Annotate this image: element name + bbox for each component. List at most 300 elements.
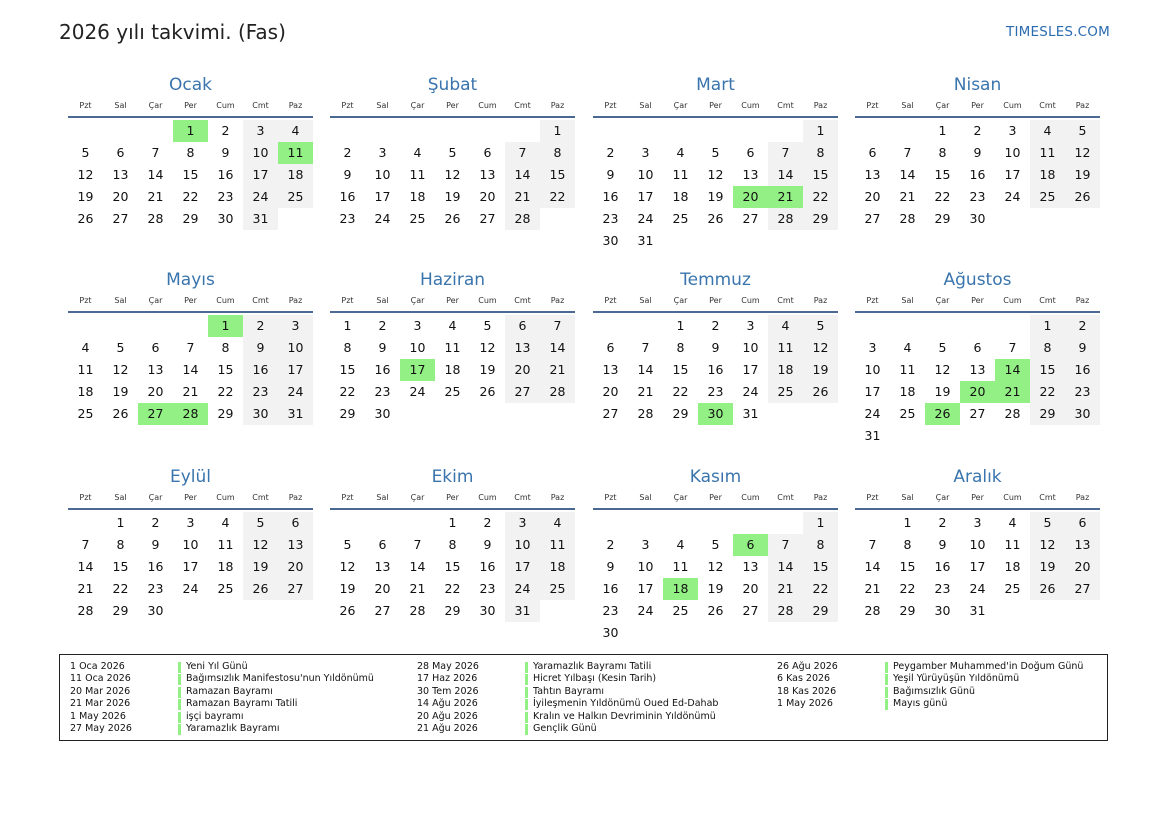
day-cell: 10 (409, 340, 426, 355)
day-cell: 18 (217, 559, 234, 574)
day-cell: 22 (540, 186, 575, 208)
day-cell: 30 (479, 603, 496, 618)
legend-date: 17 Haz 2026 (417, 673, 478, 685)
day-cell: 22 (112, 581, 129, 596)
day-cell: 7 (1008, 340, 1017, 355)
day-cell: 22 (672, 384, 689, 399)
day-cell: 4 (768, 315, 803, 337)
day-cell: 8 (676, 340, 685, 355)
weekday-label: Cmt (514, 101, 531, 110)
day-cell: 26 (77, 211, 94, 226)
day-cell: 6 (378, 537, 387, 552)
day-cell: 26 (112, 406, 129, 421)
day-cell: 9 (343, 167, 352, 182)
legend-item (417, 698, 747, 710)
day-cell: 2 (343, 145, 352, 160)
day-cell: 3 (186, 515, 195, 530)
day-cell: 3 (505, 512, 540, 534)
day-cell: 8 (803, 534, 838, 556)
legend-holiday-name: Yaramazlık Bayramı (186, 722, 280, 734)
day-empty (855, 120, 890, 142)
day-empty (365, 120, 400, 142)
day-cell-holiday: 26 (925, 403, 960, 425)
day-cell: 12 (707, 559, 724, 574)
day-cell: 12 (707, 167, 724, 182)
day-cell: 4 (676, 145, 685, 160)
day-cell: 25 (444, 384, 461, 399)
day-cell: 19 (803, 359, 838, 381)
day-cell: 17 (182, 559, 199, 574)
day-empty (733, 512, 768, 534)
weekday-label: Per (971, 101, 984, 110)
day-cell: 21 (637, 384, 654, 399)
legend-color-bar (885, 674, 888, 685)
weekday-label: Cum (216, 493, 235, 502)
day-cell: 29 (934, 211, 951, 226)
day-cell: 16 (934, 559, 951, 574)
day-cell: 16 (147, 559, 164, 574)
weekday-label: Cmt (252, 296, 269, 305)
day-cell: 27 (505, 381, 540, 403)
day-cell: 19 (444, 189, 461, 204)
weekday-label: Çar (673, 101, 688, 110)
legend-color-bar (178, 687, 181, 698)
day-cell: 16 (1065, 359, 1100, 381)
day-cell-holiday: 1 (208, 315, 243, 337)
day-cell: 25 (672, 211, 689, 226)
day-cell: 4 (81, 340, 90, 355)
day-cell: 28 (409, 603, 426, 618)
day-cell: 4 (903, 340, 912, 355)
day-cell: 28 (637, 406, 654, 421)
weekday-label: Cmt (514, 296, 531, 305)
legend-item (417, 723, 747, 735)
day-cell: 19 (77, 189, 94, 204)
day-cell: 22 (217, 384, 234, 399)
day-cell: 7 (151, 145, 160, 160)
day-grid (330, 512, 575, 622)
legend-color-bar (885, 687, 888, 698)
day-cell: 29 (899, 603, 916, 618)
weekday-label: Paz (813, 101, 828, 110)
legend-holiday-name: Peygamber Muhammed'in Doğum Günü (893, 661, 1084, 672)
day-cell: 14 (505, 164, 540, 186)
day-cell: 23 (243, 381, 278, 403)
legend-item (417, 711, 747, 723)
day-cell: 26 (1030, 578, 1065, 600)
day-cell: 24 (374, 211, 391, 226)
day-cell: 27 (864, 211, 881, 226)
day-cell: 6 (151, 340, 160, 355)
legend-holiday-name: Yeşil Yürüyüşün Yıldönümü (893, 673, 1020, 685)
site-link[interactable]: TIMESLES.COM (1006, 24, 1110, 40)
day-cell: 7 (505, 142, 540, 164)
weekday-label: Paz (288, 101, 303, 110)
legend-date: 1 May 2026 (70, 710, 126, 722)
legend-holiday-name: Kralın ve Halkın Devriminin Yıldönümü (533, 710, 716, 722)
day-cell: 2 (711, 318, 720, 333)
day-cell: 4 (540, 512, 575, 534)
day-cell: 5 (711, 145, 720, 160)
day-cell: 24 (182, 581, 199, 596)
day-cell: 30 (602, 233, 619, 248)
weekday-header (68, 96, 313, 118)
day-cell: 10 (505, 534, 540, 556)
day-cell: 24 (278, 381, 313, 403)
day-cell: 21 (505, 186, 540, 208)
day-cell-holiday: 11 (278, 142, 313, 164)
day-cell: 13 (969, 362, 986, 377)
day-cell: 17 (374, 189, 391, 204)
day-cell: 13 (479, 167, 496, 182)
month-name: Şubat (427, 75, 478, 95)
legend-date: 1 May 2026 (777, 698, 833, 710)
day-cell: 1 (676, 318, 685, 333)
month-6 (330, 269, 575, 425)
day-cell: 4 (413, 145, 422, 160)
day-grid (855, 120, 1100, 230)
legend-item (70, 673, 400, 685)
legend-column (777, 661, 1107, 711)
day-empty (435, 120, 470, 142)
day-cell: 22 (803, 186, 838, 208)
day-cell: 13 (374, 559, 391, 574)
day-cell: 28 (1004, 406, 1021, 421)
holiday-legend (59, 654, 1108, 741)
day-cell: 23 (374, 384, 391, 399)
weekday-header (593, 488, 838, 510)
day-cell: 19 (112, 384, 129, 399)
day-cell-holiday: 20 (733, 186, 768, 208)
day-cell: 1 (1030, 315, 1065, 337)
month-name: Aralık (953, 467, 1002, 487)
legend-date: 11 Oca 2026 (70, 673, 131, 685)
day-cell: 17 (278, 359, 313, 381)
day-cell: 7 (641, 340, 650, 355)
day-empty (593, 120, 628, 142)
day-cell: 30 (147, 603, 164, 618)
day-cell: 16 (479, 559, 496, 574)
day-cell: 13 (147, 362, 164, 377)
day-cell: 29 (217, 406, 234, 421)
day-cell: 25 (77, 406, 94, 421)
day-cell: 24 (243, 186, 278, 208)
legend-item (777, 673, 1107, 685)
day-cell: 10 (969, 537, 986, 552)
day-grid (330, 315, 575, 425)
day-cell: 25 (540, 578, 575, 600)
day-cell: 1 (803, 512, 838, 534)
day-cell: 21 (899, 189, 916, 204)
day-cell: 16 (217, 167, 234, 182)
weekday-label: Çar (410, 101, 425, 110)
day-cell: 6 (606, 340, 615, 355)
day-cell: 12 (1065, 142, 1100, 164)
day-cell: 12 (112, 362, 129, 377)
legend-date: 6 Kas 2026 (777, 673, 831, 685)
weekday-label: Cmt (514, 493, 531, 502)
weekday-label: Per (446, 296, 459, 305)
legend-color-bar (525, 699, 528, 710)
day-cell: 1 (540, 120, 575, 142)
day-cell: 12 (339, 559, 356, 574)
day-cell: 31 (278, 403, 313, 425)
day-cell: 11 (1004, 537, 1021, 552)
page-title: 2026 yılı takvimi. (Fas) (59, 20, 286, 44)
day-cell: 9 (606, 167, 615, 182)
day-cell: 5 (81, 145, 90, 160)
day-grid (593, 315, 838, 425)
legend-column (70, 661, 400, 735)
day-cell: 16 (243, 359, 278, 381)
weekday-label: Sal (901, 101, 914, 110)
day-empty (960, 315, 995, 337)
day-cell: 26 (707, 211, 724, 226)
day-cell: 11 (768, 337, 803, 359)
weekday-label: Pzt (341, 101, 354, 110)
day-cell: 15 (540, 164, 575, 186)
month-5 (68, 269, 313, 425)
day-cell: 2 (483, 515, 492, 530)
day-cell: 6 (505, 315, 540, 337)
day-cell: 3 (243, 120, 278, 142)
day-cell: 23 (339, 211, 356, 226)
weekday-label: Çar (935, 493, 950, 502)
day-cell: 11 (409, 167, 426, 182)
day-empty (68, 120, 103, 142)
day-cell: 22 (1030, 381, 1065, 403)
day-cell: 24 (637, 603, 654, 618)
weekday-label: Per (709, 101, 722, 110)
day-cell: 18 (1030, 164, 1065, 186)
weekday-label: Paz (1075, 493, 1090, 502)
day-cell: 3 (641, 145, 650, 160)
day-cell: 15 (1030, 359, 1065, 381)
day-grid (68, 120, 313, 230)
day-cell: 14 (864, 559, 881, 574)
day-cell: 19 (934, 384, 951, 399)
day-cell: 14 (182, 362, 199, 377)
day-cell: 28 (864, 603, 881, 618)
day-cell: 27 (602, 406, 619, 421)
weekday-label: Paz (813, 493, 828, 502)
day-cell: 16 (707, 362, 724, 377)
weekday-label: Sal (114, 493, 127, 502)
day-cell: 18 (1004, 559, 1021, 574)
month-12 (855, 466, 1100, 622)
weekday-header (330, 291, 575, 313)
day-cell: 20 (147, 384, 164, 399)
weekday-label: Pzt (79, 296, 92, 305)
legend-color-bar (178, 699, 181, 710)
day-empty (663, 512, 698, 534)
day-cell: 20 (602, 384, 619, 399)
day-cell: 19 (707, 189, 724, 204)
day-cell: 6 (483, 145, 492, 160)
day-cell: 17 (637, 189, 654, 204)
day-cell: 29 (112, 603, 129, 618)
legend-holiday-name: Gençlik Günü (533, 722, 597, 734)
weekday-label: Pzt (866, 296, 879, 305)
weekday-label: Pzt (866, 101, 879, 110)
day-cell: 26 (803, 381, 838, 403)
legend-date: 26 Ağu 2026 (777, 661, 838, 672)
month-name: Eylül (169, 467, 212, 487)
day-grid (855, 315, 1100, 447)
day-cell: 28 (77, 603, 94, 618)
day-cell: 24 (409, 384, 426, 399)
day-cell: 3 (868, 340, 877, 355)
weekday-label: Per (184, 493, 197, 502)
day-cell: 8 (343, 340, 352, 355)
weekday-header (855, 96, 1100, 118)
day-cell: 15 (339, 362, 356, 377)
weekday-label: Pzt (341, 493, 354, 502)
weekday-label: Sal (376, 101, 389, 110)
day-cell: 23 (707, 384, 724, 399)
weekday-label: Pzt (79, 101, 92, 110)
day-empty (400, 512, 435, 534)
day-cell: 7 (768, 534, 803, 556)
day-cell: 20 (505, 359, 540, 381)
day-cell: 7 (186, 340, 195, 355)
day-cell: 26 (339, 603, 356, 618)
day-cell: 12 (803, 337, 838, 359)
day-cell: 8 (116, 537, 125, 552)
day-cell: 27 (742, 211, 759, 226)
weekday-header (68, 291, 313, 313)
weekday-label: Paz (550, 101, 565, 110)
day-cell: 16 (602, 581, 619, 596)
weekday-label: Sal (639, 296, 652, 305)
day-cell: 21 (864, 581, 881, 596)
day-cell: 13 (278, 534, 313, 556)
legend-item (777, 686, 1107, 698)
weekday-label: Cum (741, 296, 760, 305)
day-cell: 19 (707, 581, 724, 596)
weekday-label: Per (184, 296, 197, 305)
legend-color-bar (178, 662, 181, 673)
weekday-label: Cmt (777, 296, 794, 305)
day-empty (698, 120, 733, 142)
day-cell: 1 (343, 318, 352, 333)
weekday-header (330, 488, 575, 510)
day-cell: 25 (899, 406, 916, 421)
month-7 (593, 269, 838, 425)
day-empty (628, 315, 663, 337)
weekday-label: Paz (288, 493, 303, 502)
day-empty (330, 120, 365, 142)
weekday-label: Per (709, 296, 722, 305)
weekday-label: Sal (901, 493, 914, 502)
day-cell: 25 (768, 381, 803, 403)
day-cell: 3 (1008, 123, 1017, 138)
legend-item (70, 698, 400, 710)
day-cell: 29 (803, 600, 838, 622)
weekday-label: Sal (114, 101, 127, 110)
day-cell: 6 (116, 145, 125, 160)
day-cell: 7 (540, 315, 575, 337)
day-empty (505, 120, 540, 142)
legend-color-bar (885, 699, 888, 710)
day-cell: 21 (182, 384, 199, 399)
day-cell: 26 (479, 384, 496, 399)
day-cell: 13 (112, 167, 129, 182)
day-cell: 27 (374, 603, 391, 618)
day-cell: 5 (483, 318, 492, 333)
day-cell: 9 (243, 337, 278, 359)
day-cell: 12 (479, 340, 496, 355)
day-cell: 11 (444, 340, 461, 355)
legend-color-bar (885, 662, 888, 673)
day-cell: 31 (864, 428, 881, 443)
month-1 (68, 74, 313, 230)
day-empty (470, 120, 505, 142)
day-cell: 28 (505, 208, 540, 230)
day-empty (855, 315, 890, 337)
month-10 (330, 466, 575, 622)
weekday-label: Cum (478, 493, 497, 502)
weekday-label: Çar (935, 101, 950, 110)
day-cell: 7 (768, 142, 803, 164)
weekday-label: Çar (148, 101, 163, 110)
day-cell: 30 (602, 625, 619, 640)
weekday-label: Paz (288, 296, 303, 305)
day-cell: 11 (672, 167, 689, 182)
day-cell: 12 (934, 362, 951, 377)
legend-item (70, 661, 400, 673)
day-cell: 21 (540, 359, 575, 381)
day-cell: 20 (742, 581, 759, 596)
day-cell: 4 (221, 515, 230, 530)
day-cell-holiday: 21 (995, 381, 1030, 403)
day-cell: 4 (1008, 515, 1017, 530)
day-cell: 11 (899, 362, 916, 377)
day-empty (995, 315, 1030, 337)
day-cell: 23 (969, 189, 986, 204)
weekday-label: Pzt (604, 296, 617, 305)
day-cell: 15 (934, 167, 951, 182)
weekday-label: Pzt (604, 493, 617, 502)
day-cell: 19 (243, 556, 278, 578)
weekday-label: Paz (1075, 296, 1090, 305)
day-cell: 23 (217, 189, 234, 204)
day-cell: 19 (479, 362, 496, 377)
day-cell: 28 (147, 211, 164, 226)
day-cell: 11 (77, 362, 94, 377)
day-cell: 7 (868, 537, 877, 552)
day-cell: 11 (217, 537, 234, 552)
day-cell: 26 (243, 578, 278, 600)
weekday-label: Cum (216, 101, 235, 110)
weekday-label: Cum (1003, 296, 1022, 305)
day-cell: 3 (413, 318, 422, 333)
day-cell: 3 (378, 145, 387, 160)
month-11 (593, 466, 838, 644)
month-name: Temmuz (680, 270, 751, 290)
day-cell: 8 (938, 145, 947, 160)
weekday-label: Çar (410, 493, 425, 502)
day-cell: 23 (602, 211, 619, 226)
legend-color-bar (525, 712, 528, 723)
legend-item (417, 686, 747, 698)
day-empty (768, 512, 803, 534)
weekday-label: Sal (901, 296, 914, 305)
day-cell: 11 (1030, 142, 1065, 164)
day-cell: 25 (1004, 581, 1021, 596)
weekday-header (593, 291, 838, 313)
day-cell: 15 (112, 559, 129, 574)
